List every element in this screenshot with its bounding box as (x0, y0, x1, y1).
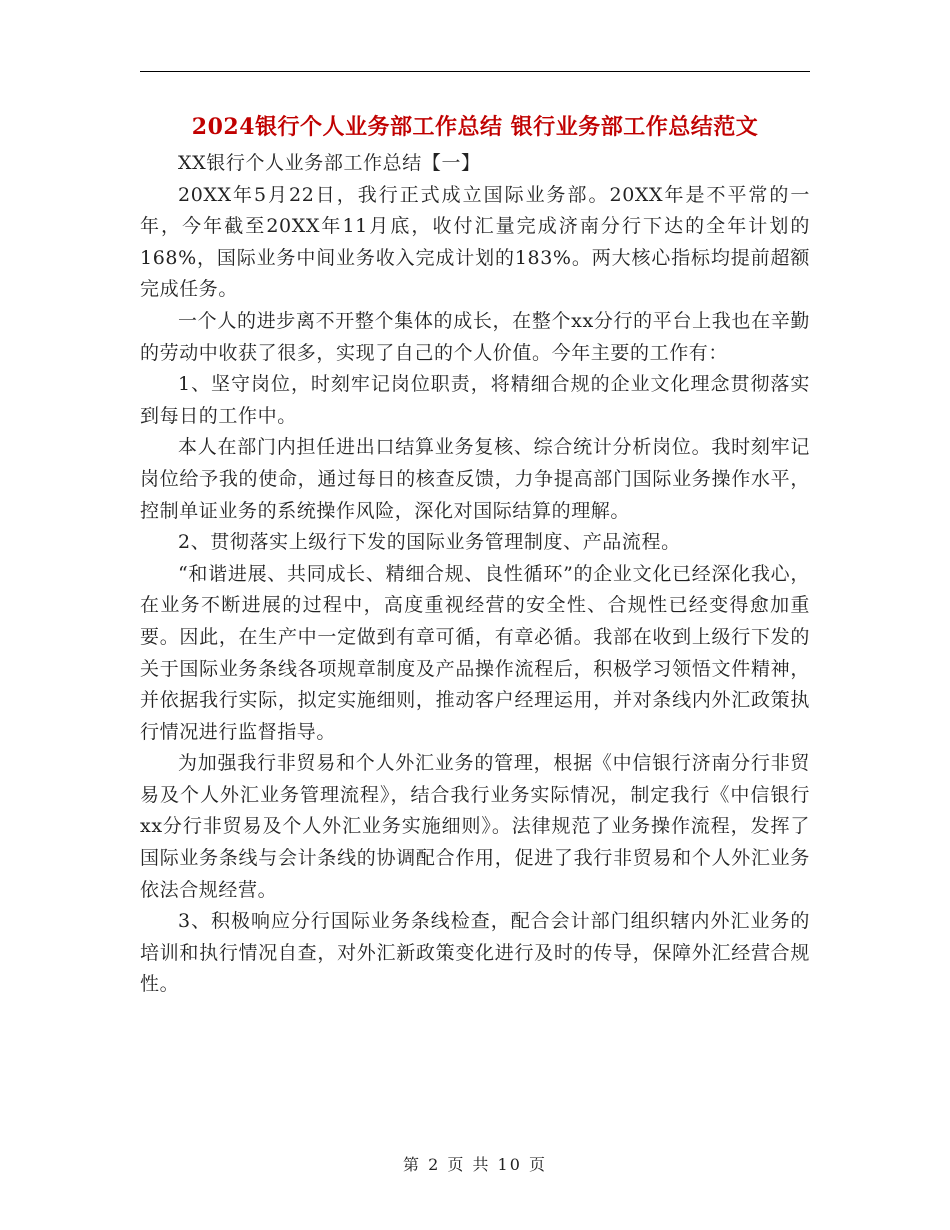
body-paragraph: 20XX年5月22日，我行正式成立国际业务部。20XX年是不平常的一年，今年截至20XX年11月底，收付汇量完成济南分行下达的全年计划的168%，国际业务中间业务收入完成计划的183%。两大核心指标均提前超额完成任务。 (140, 183, 810, 301)
footer-suffix: 页 (529, 1155, 548, 1174)
header-rule (140, 71, 810, 72)
footer-prefix: 第 (402, 1155, 421, 1174)
body-paragraph: 为加强我行非贸易和个人外汇业务的管理，根据《中信银行济南分行非贸易及个人外汇业务管理流程》，结合我行业务实际情况，制定我行《中信银行xx分行非贸易及个人外汇业务实施细则》。法律规范了业务操作流程，发挥了国际业务条线与会计条线的协调配合作用，促进了我行非贸易和个人外汇业务依法合规经营。 (140, 752, 810, 901)
body-paragraph: 一个人的进步离不开整个集体的成长，在整个xx分行的平台上我也在辛勤的劳动中收获了很多，实现了自己的个人价值。今年主要的工作有： (140, 309, 810, 364)
section-heading: XX银行个人业务部工作总结【一】 (178, 152, 481, 174)
document-body (140, 148, 810, 1001)
list-item-heading: 3、积极响应分行国际业务条线检查，配合会计部门组织辖内外汇业务的培训和执行情况自查，对外汇新政策变化进行及时的传导，保障外汇经营合规性。 (140, 910, 810, 996)
body-paragraph: “和谐进展、共同成长、精细合规、良性循环”的企业文化已经深化我心，在业务不断进展的过程中，高度重视经营的安全性、合规性已经变得愈加重要。因此，在生产中一定做到有章可循，有章必循。我部在收到上级行下发的关于国际业务条线各项规章制度及产品操作流程后，积极学习领悟文件精神，并依据我行实际，拟定实施细则，推动客户经理运用，并对条线内外汇政策执行情况进行监督指导。 (140, 562, 810, 743)
document-title: 2024银行个人业务部工作总结 银行业务部工作总结范文 (191, 114, 759, 140)
body-paragraph: 本人在部门内担任进出口结算业务复核、综合统计分析岗位。我时刻牢记岗位给予我的使命，通过每日的核查反馈，力争提高部门国际业务操作水平，控制单证业务的系统操作风险，深化对国际结算的理解。 (140, 436, 810, 522)
page-footer (0, 1152, 950, 1175)
footer-middle: 页 共 (447, 1155, 491, 1174)
footer-page-number: 2 (428, 1155, 441, 1174)
footer-total-pages: 10 (497, 1155, 522, 1174)
list-item-heading: 2、贯彻落实上级行下发的国际业务管理制度、产品流程。 (178, 531, 681, 554)
list-item-heading: 1、坚守岗位，时刻牢记岗位职责，将精细合规的企业文化理念贯彻落实到每日的工作中。 (140, 373, 810, 427)
